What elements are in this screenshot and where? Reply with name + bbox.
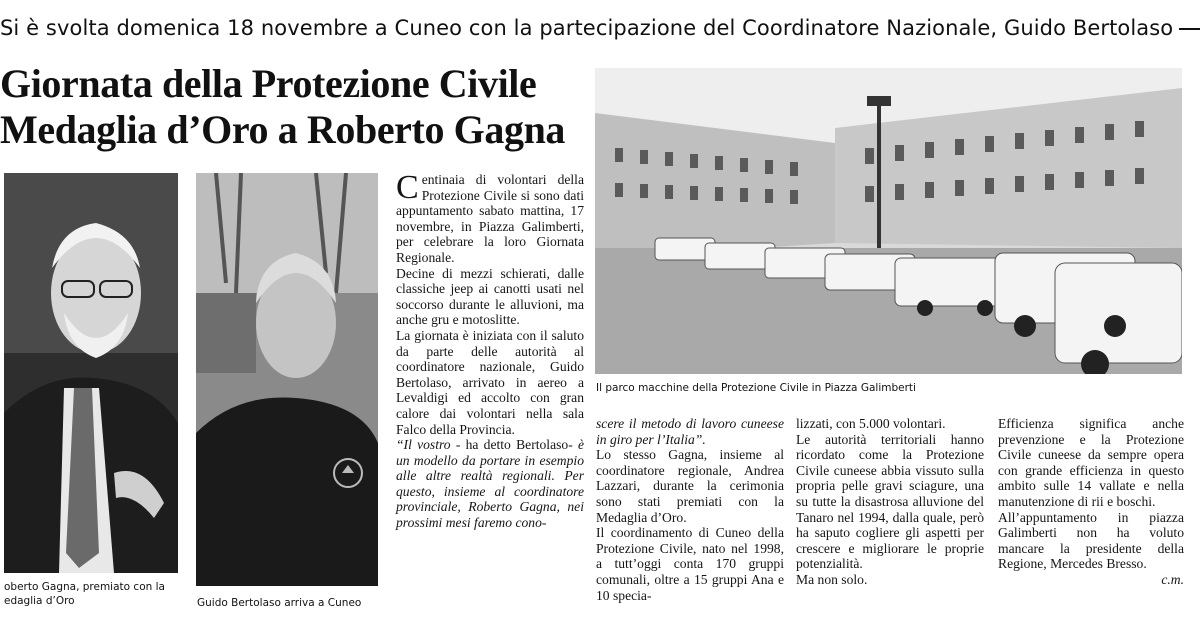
kicker-text: Si è svolta domenica 18 novembre a Cuneo con la partecipazione del Coordinatore Nazionale, Guido Bertolaso xyxy=(0,16,1174,40)
article-column-2 xyxy=(596,416,784,603)
col3-paragraph-2: Le autorità territoriali hanno ricordato come la Protezione Civile cuneese abbia vissuto sulla propria pelle gravi sciagure, una su tutte la disastrosa alluvione del Tanaro nel 1994, dalla quale, però ha saputo cogliere gli aspetti per crescere e migliorare le proprie potenzialità. xyxy=(796,431,984,572)
piazza-illustration xyxy=(595,68,1182,374)
dropcap: C xyxy=(396,169,419,206)
col1-paragraph-2: Decine di mezzi schierati, dalle classiche jeep ai canotti usati nel soccorso durante le alluvioni, ma anche gru e motoslitte. xyxy=(396,265,584,328)
caption-piazza: Il parco macchine della Protezione Civile in Piazza Galimberti xyxy=(596,382,916,394)
portrait-bertolaso-illustration xyxy=(196,173,378,586)
caption-gagna-line-2: edaglia d’Oro xyxy=(4,595,75,607)
kicker-rule xyxy=(1179,28,1200,30)
col1-paragraph-1: Centinaia di volontari della Protezione Civile si sono dati appuntamento sabato mattina, 17 novembre, in Piazza Galimberti, per celebrare la loro Giornata Regionale. xyxy=(396,169,584,265)
article-column-3 xyxy=(796,416,984,588)
photo-piazza-galimberti xyxy=(595,68,1182,374)
kicker-line xyxy=(0,16,1200,50)
article-column-4 xyxy=(998,416,1184,588)
caption-gagna-line-1: oberto Gagna, premiato con la xyxy=(4,581,165,593)
col2-paragraph-3: Il coordinamento di Cuneo della Protezione Civile, nato nel 1998, a tutt’oggi conta 170 gruppi comunali, oltre a 15 gruppi Ana e 10 specia- xyxy=(596,525,784,603)
author-signature: c.m. xyxy=(1161,571,1184,587)
col2-paragraph-2: Lo stesso Gagna, insieme al coordinatore regionale, Andrea Lazzari, durante la cerimonia sono stati premiati con la Medaglia d’Oro. xyxy=(596,447,784,525)
photo-roberto-gagna xyxy=(4,173,178,573)
photo-guido-bertolaso xyxy=(196,173,378,586)
col3-paragraph-1: lizzati, con 5.000 volontari. xyxy=(796,416,946,431)
portrait-gagna-illustration xyxy=(4,173,178,573)
caption-bertolaso: Guido Bertolaso arriva a Cuneo xyxy=(197,597,362,609)
col1-paragraph-3: La giornata è iniziata con il saluto da parte delle autorità al coordinatore nazionale, Guido Bertolaso, arrivato in aereo a Levaldigi ed accolto con gran calore dai volontari nella sala Falco della Provincia. xyxy=(396,327,584,437)
article-column-1 xyxy=(396,169,585,531)
headline-line-1: Giornata della Protezione Civile xyxy=(0,61,537,106)
col2-paragraph-1: scere il metodo di lavoro cuneese in giro per l’Italia”. xyxy=(596,416,784,447)
col1-paragraph-4: “Il vostro - ha detto Bertolaso- è un modello da portare in esempio alle altre realtà regionali. Per questo, insieme al coordinatore provinciale, Roberto Gagna, nei prossimi mesi faremo cono- xyxy=(396,437,585,531)
headline-line-2: Medaglia d’Oro a Roberto Gagna xyxy=(0,107,566,152)
caption-gagna xyxy=(4,580,184,608)
col4-paragraph-2: All’appuntamento in piazza Galimberti non ha voluto mancare la presidente della Regione, Mercedes Bresso. xyxy=(998,509,1184,572)
col3-paragraph-3: Ma non solo. xyxy=(796,571,868,587)
col4-paragraph-1: Efficienza significa anche prevenzione e la Protezione Civile cuneese da sempre opera con grande efficienza in questo ambito sulle 14 vallate e nella manutenzione di rii e boschi. xyxy=(998,416,1184,509)
